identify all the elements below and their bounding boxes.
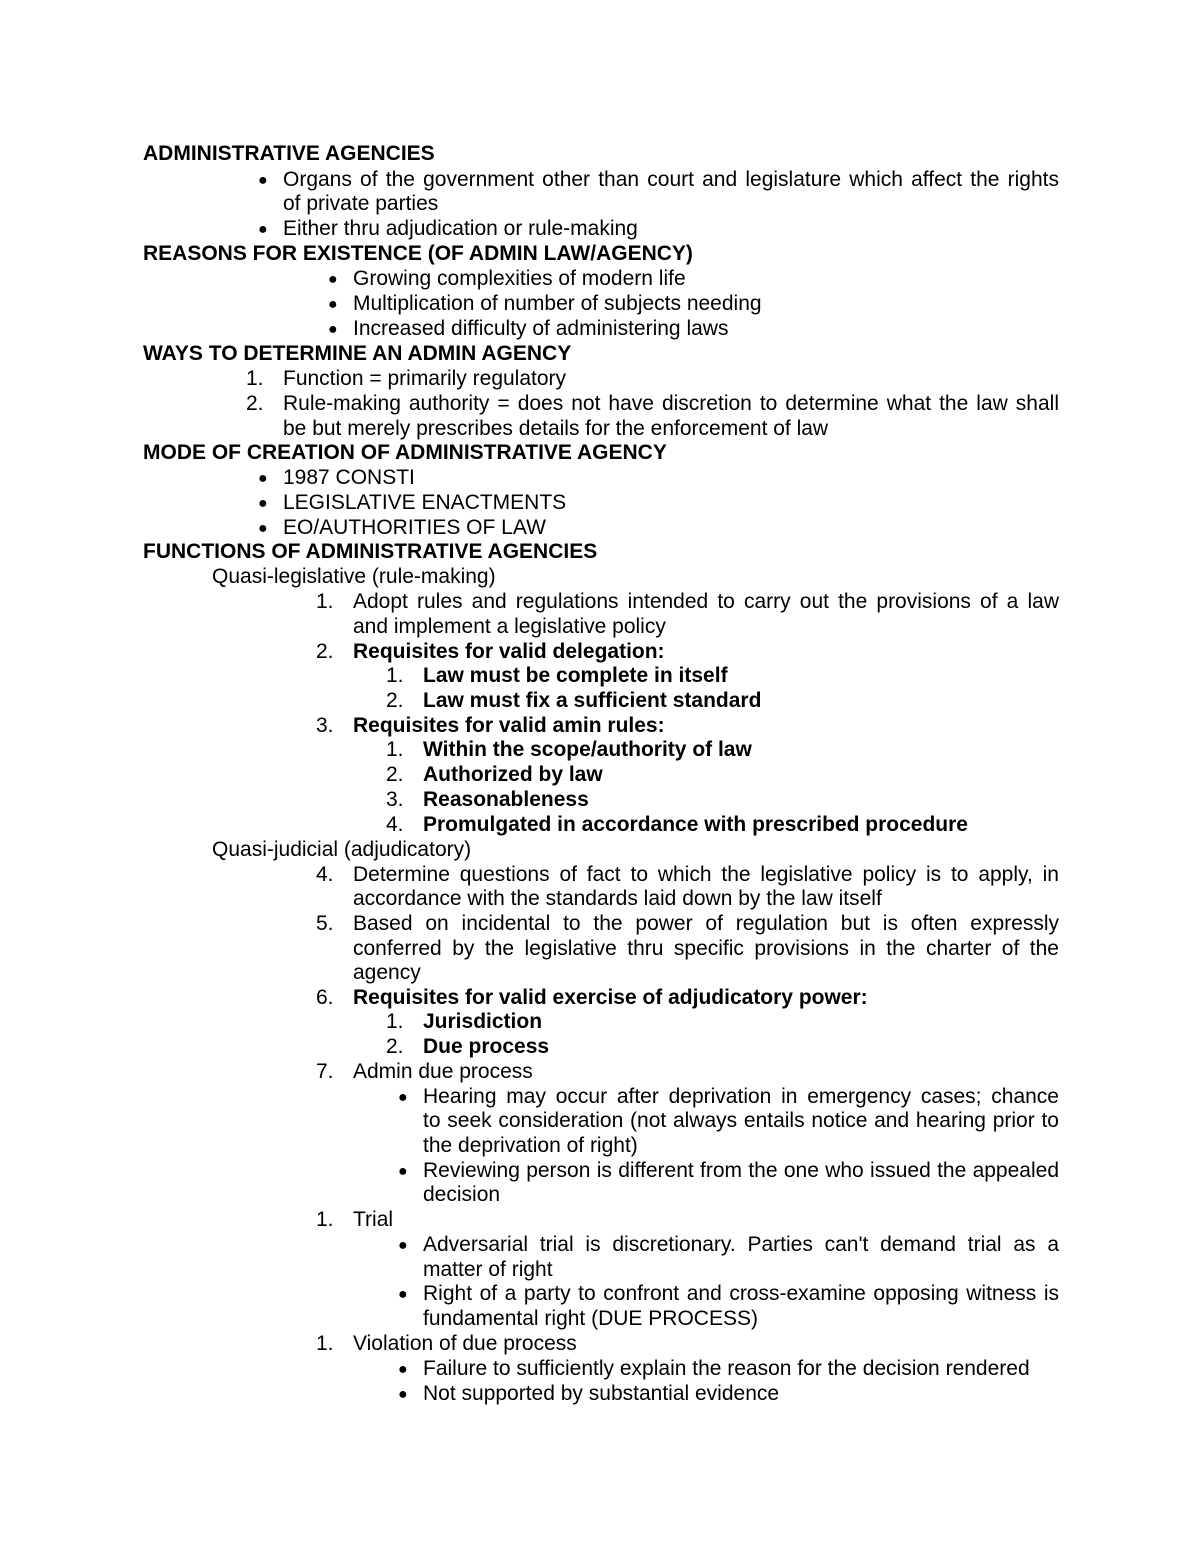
bullet-icon: ● (258, 172, 268, 189)
list-item: Increased difficulty of administering laws (353, 317, 729, 340)
bullet-icon: ● (328, 271, 338, 288)
list-number: 1. (316, 1208, 334, 1231)
list-item: Reviewing person is different from the one who issued the appealed (423, 1159, 1059, 1182)
list-number: 2. (386, 1035, 404, 1058)
list-number: 4. (386, 813, 404, 836)
list-item: Adversarial trial is discretionary. Parties can't demand trial as a (423, 1233, 1059, 1256)
list-item: Adopt rules and regulations intended to carry out the provisions of a law (353, 590, 1059, 613)
list-number: 5. (316, 912, 334, 935)
list-item: Hearing may occur after deprivation in emergency cases; chance (423, 1085, 1059, 1108)
list-item: the deprivation of right) (423, 1134, 638, 1157)
list-item: Authorized by law (423, 763, 603, 786)
list-item: Law must be complete in itself (423, 664, 728, 687)
bullet-icon: ● (258, 221, 268, 238)
bullet-icon: ● (398, 1237, 408, 1254)
list-item: conferred by the legislative thru specific provisions in the charter of the (353, 937, 1059, 960)
list-item: Organs of the government other than court and legislature which affect the rights (283, 168, 1059, 191)
list-item: Determine questions of fact to which the legislative policy is to apply, in (353, 863, 1059, 886)
subsection-label: Quasi-legislative (rule-making) (212, 565, 496, 588)
list-item: Requisites for valid amin rules: (353, 714, 665, 737)
list-number: 6. (316, 986, 334, 1009)
bullet-icon: ● (328, 321, 338, 338)
bullet-icon: ● (398, 1163, 408, 1180)
subsection-label: Quasi-judicial (adjudicatory) (212, 838, 472, 861)
list-number: 4. (316, 863, 334, 886)
list-item: LEGISLATIVE ENACTMENTS (283, 491, 567, 514)
list-number: 3. (316, 714, 334, 737)
list-number: 2. (246, 392, 264, 415)
bullet-icon: ● (398, 1089, 408, 1106)
list-item: Based on incidental to the power of regulation but is often expressly (353, 912, 1059, 935)
list-number: 2. (316, 640, 334, 663)
list-number: 1. (386, 664, 404, 687)
list-item: Requisites for valid delegation: (353, 640, 665, 663)
bullet-icon: ● (398, 1286, 408, 1303)
list-item: Growing complexities of modern life (353, 267, 686, 290)
list-item: Either thru adjudication or rule-making (283, 217, 638, 240)
list-item: accordance with the standards laid down by the law itself (353, 887, 882, 910)
bullet-icon: ● (398, 1361, 408, 1378)
list-item: 1987 CONSTI (283, 466, 415, 489)
list-item: decision (423, 1183, 501, 1206)
list-number: 1. (316, 1332, 334, 1355)
section-heading: MODE OF CREATION OF ADMINISTRATIVE AGENCY (143, 441, 667, 464)
list-number: 7. (316, 1060, 334, 1083)
list-item: fundamental right (DUE PROCESS) (423, 1307, 758, 1330)
bullet-icon: ● (328, 296, 338, 313)
list-item: Trial (353, 1208, 394, 1231)
list-number: 1. (316, 590, 334, 613)
list-item: Promulgated in accordance with prescribed procedure (423, 813, 968, 836)
list-item: Admin due process (353, 1060, 533, 1083)
list-item: Reasonableness (423, 788, 589, 811)
list-item: EO/AUTHORITIES OF LAW (283, 516, 546, 539)
list-number: 3. (386, 788, 404, 811)
list-number: 1. (246, 367, 264, 390)
list-item: to seek consideration (not always entails notice and hearing prior to (423, 1109, 1059, 1132)
section-heading: REASONS FOR EXISTENCE (OF ADMIN LAW/AGENCY) (143, 242, 693, 265)
list-item: and implement a legislative policy (353, 615, 666, 638)
bullet-icon: ● (258, 495, 268, 512)
list-item: Function = primarily regulatory (283, 367, 567, 390)
list-item: Requisites for valid exercise of adjudicatory power: (353, 986, 868, 1009)
list-item: Due process (423, 1035, 550, 1058)
list-item: of private parties (283, 192, 439, 215)
list-item: Violation of due process (353, 1332, 577, 1355)
list-item: agency (353, 961, 421, 984)
list-number: 1. (386, 1010, 404, 1033)
section-heading: ADMINISTRATIVE AGENCIES (143, 142, 435, 165)
list-item: Multiplication of number of subjects needing (353, 292, 762, 315)
list-item: Law must fix a sufficient standard (423, 689, 762, 712)
bullet-icon: ● (258, 520, 268, 537)
section-heading: WAYS TO DETERMINE AN ADMIN AGENCY (143, 342, 572, 365)
list-item: Not supported by substantial evidence (423, 1382, 780, 1405)
bullet-icon: ● (258, 470, 268, 487)
list-item: be but merely prescribes details for the enforcement of law (283, 417, 829, 440)
list-number: 2. (386, 763, 404, 786)
list-item: Failure to sufficiently explain the reason for the decision rendered (423, 1357, 1030, 1380)
list-item: Within the scope/authority of law (423, 738, 752, 761)
list-item: matter of right (423, 1258, 553, 1281)
list-item: Right of a party to confront and cross-examine opposing witness is (423, 1282, 1059, 1305)
section-heading: FUNCTIONS OF ADMINISTRATIVE AGENCIES (143, 540, 598, 563)
list-item: Rule-making authority = does not have discretion to determine what the law shall (283, 392, 1059, 415)
bullet-icon: ● (398, 1386, 408, 1403)
list-number: 2. (386, 689, 404, 712)
list-number: 1. (386, 738, 404, 761)
list-item: Jurisdiction (423, 1010, 543, 1033)
